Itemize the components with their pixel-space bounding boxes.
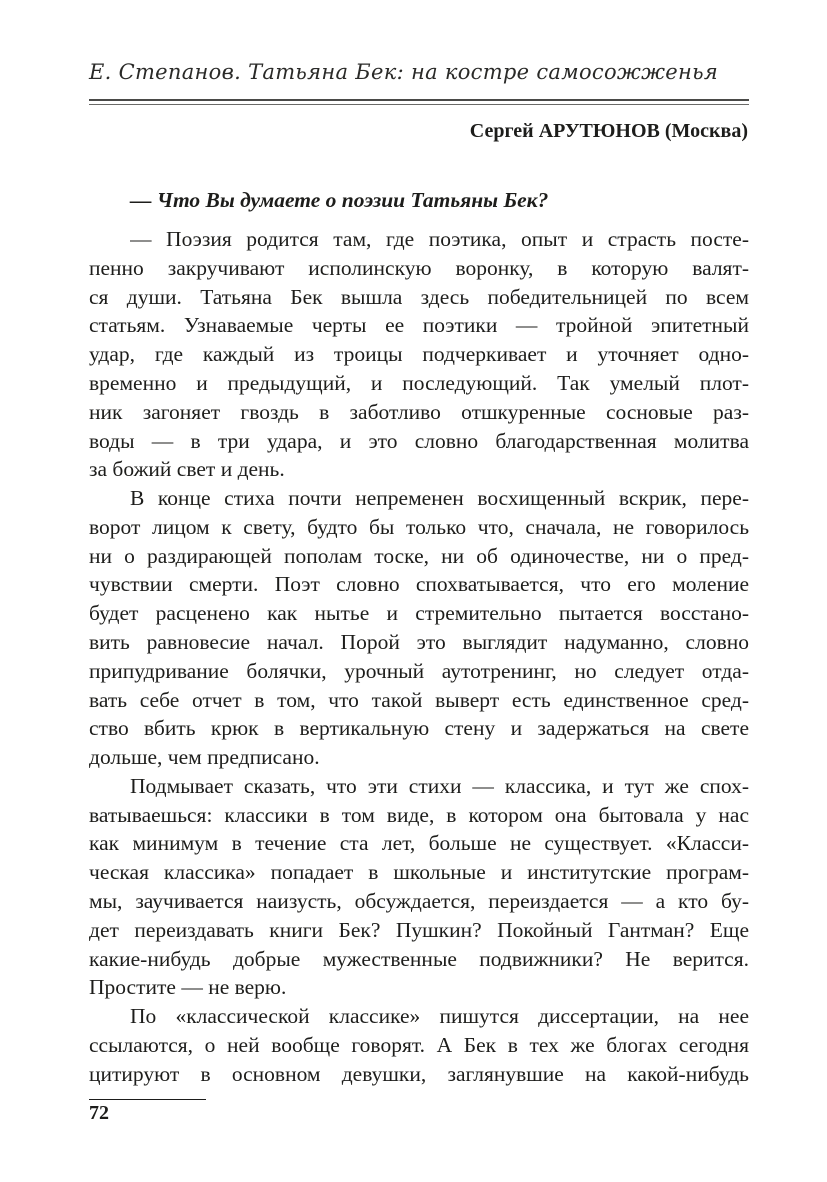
text-line: ческая классика» попадает в школьные и институтские програм- [89, 860, 749, 884]
text-line: воды — в три удара, и это словно благодарственная молитва [89, 429, 749, 453]
header-rule-thin [89, 104, 749, 105]
text-line: цитируют в основном девушки, заглянувшие на какой-нибудь [89, 1062, 749, 1086]
text-line: статьям. Узнаваемые черты ее поэтики — тройной эпитетный [89, 313, 749, 337]
text-line: вить равновесие начал. Порой это выглядит надуманно, словно [89, 630, 749, 654]
text-line: пенно закручивают исполинскую воронку, в которую валят- [89, 256, 749, 280]
text-line: ся души. Татьяна Бек вышла здесь победительницей по всем [89, 285, 749, 309]
header-rule-thick [89, 99, 749, 101]
text-line: ство вбить крюк в вертикальную стену и задержаться на свете [89, 716, 749, 740]
page-number: 72 [89, 1102, 109, 1124]
text-line: Подмывает сказать, что эти стихи — классика, и тут же спох- [130, 774, 749, 798]
text-line: будет расценено как нытье и стремительно пытается восстано- [89, 601, 749, 625]
text-line: ссылаются, о ней вообще говорят. А Бек в тех же блогах сегодня [89, 1033, 749, 1057]
text-line: ни о раздирающей пополам тоске, ни об одиночестве, ни о пред- [89, 544, 749, 568]
text-line: чувствии смерти. Поэт словно спохватывается, что его моление [89, 572, 749, 596]
page-number-rule [89, 1099, 206, 1100]
text-line: как минимум в течение ста лет, больше не существует. «Класси- [89, 831, 749, 855]
text-line: По «классической классике» пишутся диссертации, на нее [130, 1004, 749, 1028]
text-line: Простите — не верю. [89, 975, 287, 999]
text-line: припудривание болячки, урочный аутотренинг, но следует отда- [89, 659, 749, 683]
text-line: какие-нибудь добрые мужественные подвижники? Не верится. [89, 947, 749, 971]
text-line: ворот лицом к свету, будто бы только что, сначала, не говорилось [89, 515, 749, 539]
text-line: удар, где каждый из троицы подчеркивает и уточняет одно- [89, 342, 749, 366]
text-line: мы, заучивается наизусть, обсуждается, переиздается — а кто бу- [89, 889, 749, 913]
text-line: дольше, чем предписано. [89, 745, 320, 769]
text-line: В конце стиха почти непременен восхищенный вскрик, пере- [130, 486, 749, 510]
running-head: Е. Степанов. Татьяна Бек: на костре самосожженья [89, 60, 719, 84]
text-line: дет переиздавать книги Бек? Пушкин? Покойный Гантман? Еще [89, 918, 749, 942]
interview-question: — Что Вы думаете о поэзии Татьяны Бек? [130, 188, 549, 212]
text-line: ник загоняет гвоздь в заботливо отшкуренные сосновые раз- [89, 400, 749, 424]
text-line: временно и предыдущий, и последующий. Так умелый плот- [89, 371, 749, 395]
text-line: вать себе отчет в том, что такой выверт есть единственное сред- [89, 688, 749, 712]
text-line: ватываешься: классики в том виде, в котором она бытовала у нас [89, 803, 749, 827]
author-byline: Сергей АРУТЮНОВ (Москва) [469, 120, 748, 142]
text-line: за божий свет и день. [89, 457, 285, 481]
text-line: — Поэзия родится там, где поэтика, опыт и страсть посте- [130, 227, 749, 251]
